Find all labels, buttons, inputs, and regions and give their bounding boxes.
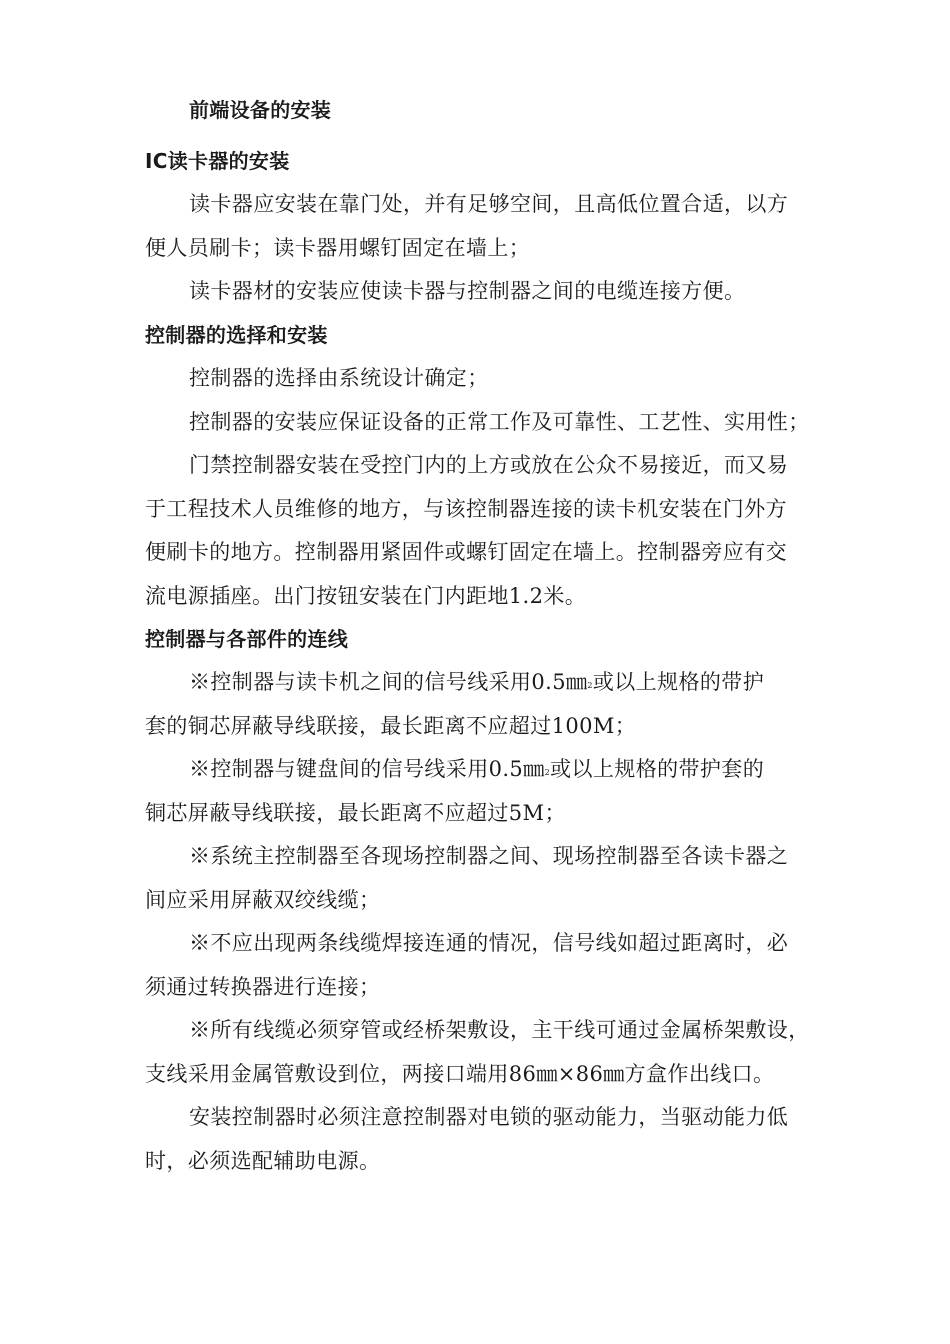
paragraph-line: 铜芯屏蔽导线联接，最长距离不应超过5M； <box>145 801 566 825</box>
section-heading-controller-selection: 控制器的选择和安装 <box>145 323 328 347</box>
paragraph-line: 读卡器材的安装应使读卡器与控制器之间的电缆连接方便。 <box>189 279 746 303</box>
superscript: 2 <box>587 681 593 690</box>
paragraph-line: 控制器的安装应保证设备的正常工作及可靠性、工艺性、实用性； <box>189 410 810 434</box>
paragraph-line: ※所有线缆必须穿管或经桥架敷设，主干线可通过金属桥架敷设， <box>189 1018 810 1042</box>
paragraph-line: ※系统主控制器至各现场控制器之间、现场控制器至各读卡器之 <box>189 844 789 868</box>
page-title: 前端设备的安装 <box>189 98 332 122</box>
paragraph-text: ※控制器与键盘间的信号线采用0.5㎜ <box>189 757 545 781</box>
paragraph-text: 或以上规格的带护 <box>592 670 765 694</box>
paragraph-line: 支线采用金属管敷设到位，两接口端用86㎜×86㎜方盒作出线口。 <box>145 1062 775 1086</box>
paragraph-text: 或以上规格的带护套的 <box>550 757 765 781</box>
paragraph-line: 流电源插座。出门按钮安装在门内距地1.2米。 <box>145 584 587 608</box>
superscript: 2 <box>544 768 551 777</box>
paragraph-line: 须通过转换器进行连接； <box>145 975 381 999</box>
section-heading-ic-reader: IC读卡器的安装 <box>145 149 290 173</box>
paragraph-line: 门禁控制器安装在受控门内的上方或放在公众不易接近，而又易 <box>189 453 789 477</box>
paragraph-line: 便刷卡的地方。控制器用紧固件或螺钉固定在墙上。控制器旁应有交 <box>145 540 787 564</box>
paragraph-line: 读卡器应安装在靠门处，并有足够空间，且高低位置合适，以方 <box>189 192 789 216</box>
paragraph-line: 控制器的选择由系统设计确定； <box>189 366 489 390</box>
paragraph-line: ※不应出现两条线缆焊接连通的情况，信号线如超过距离时，必 <box>189 931 789 955</box>
paragraph-line <box>189 754 764 784</box>
paragraph-line: 间应采用屏蔽双绞线缆； <box>145 888 381 912</box>
paragraph-line: 便人员刷卡；读卡器用螺钉固定在墙上； <box>145 236 531 260</box>
paragraph-line: 于工程技术人员维修的地方，与该控制器连接的读卡机安装在门外方 <box>145 497 787 521</box>
paragraph-line <box>189 667 764 697</box>
section-heading-wiring: 控制器与各部件的连线 <box>145 627 348 651</box>
paragraph-line: 套的铜芯屏蔽导线联接，最长距离不应超过100M； <box>145 714 637 738</box>
paragraph-line: 时，必须选配辅助电源。 <box>145 1149 381 1173</box>
paragraph-line: 安装控制器时必须注意控制器对电锁的驱动能力，当驱动能力低 <box>189 1105 789 1129</box>
paragraph-text: ※控制器与读卡机之间的信号线采用0.5㎜ <box>189 670 588 694</box>
